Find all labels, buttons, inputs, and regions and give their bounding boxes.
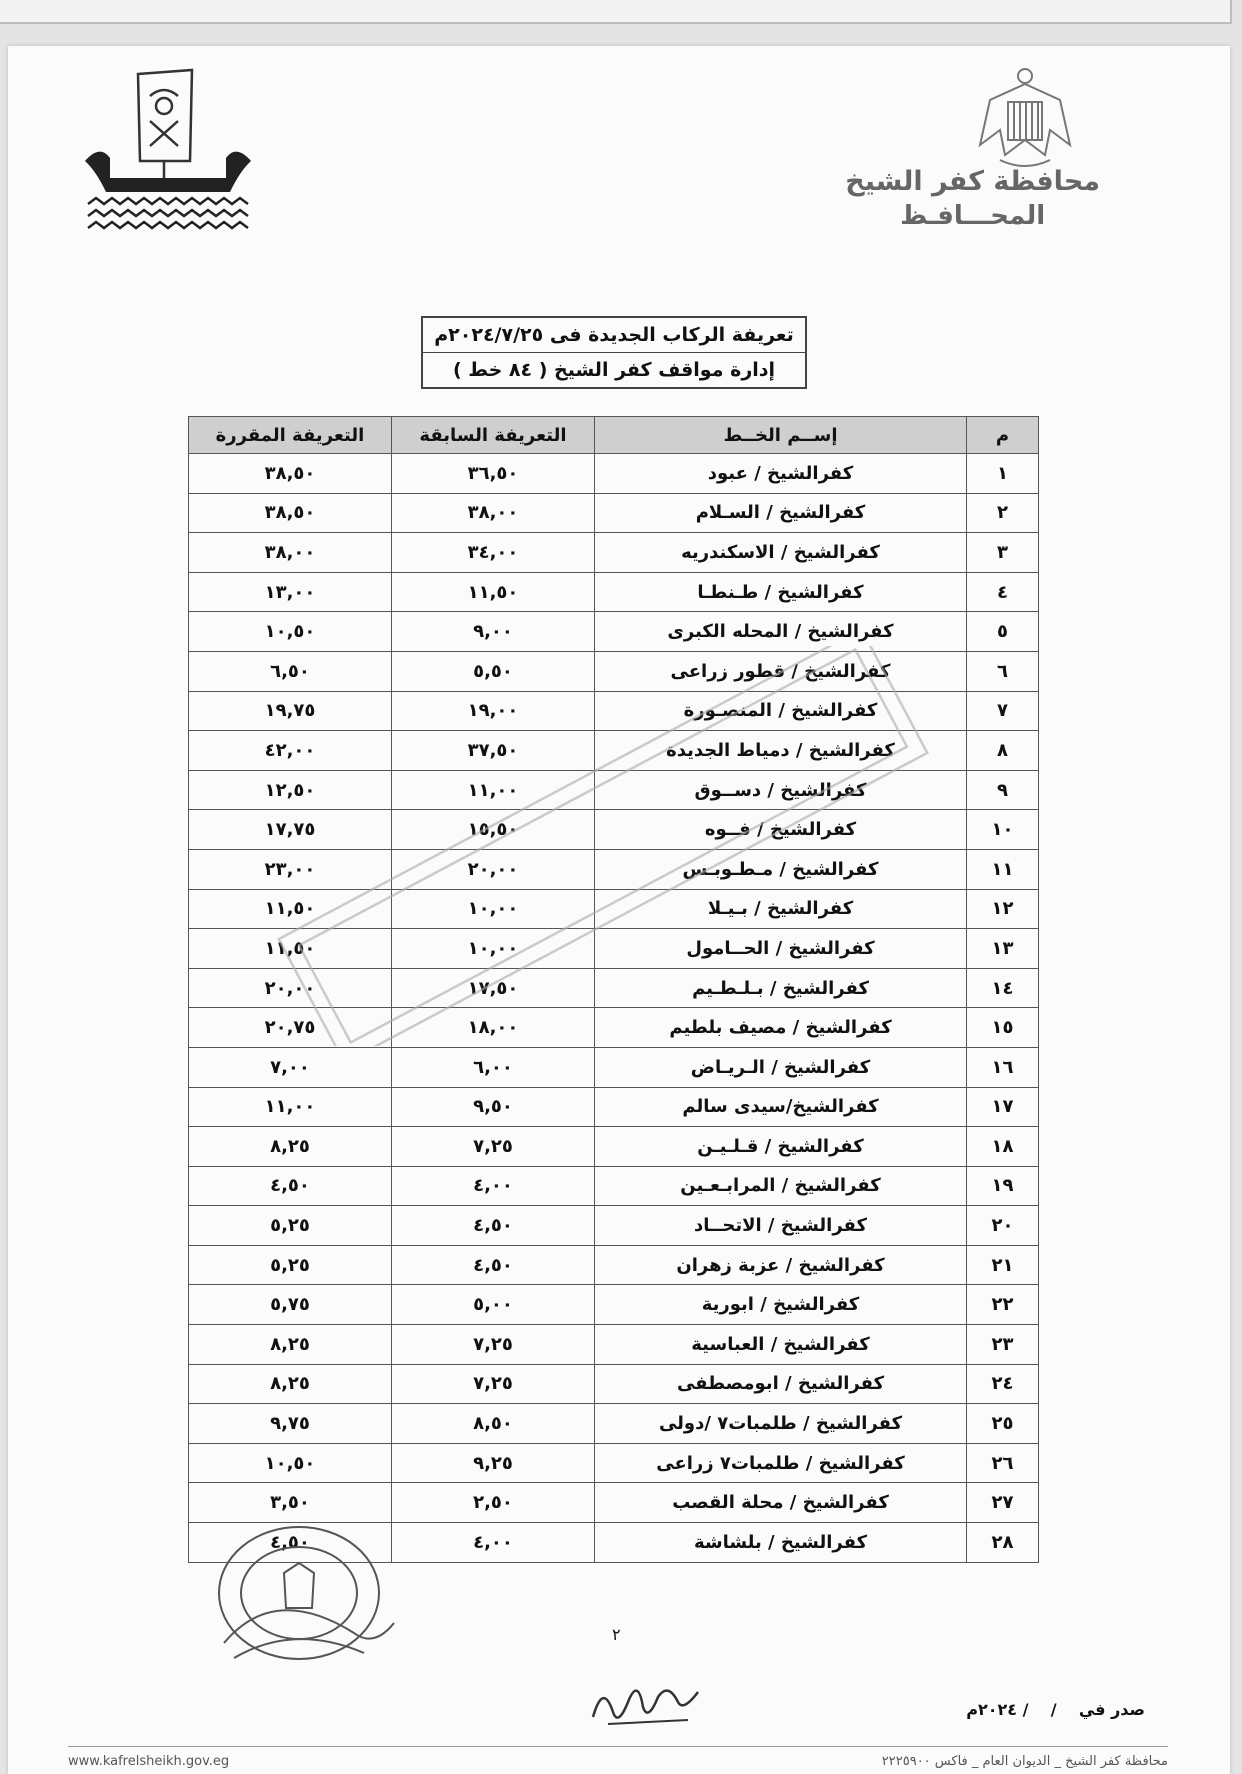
route-name: كفرالشيخ / دمياط الجديدة	[595, 731, 967, 771]
header-previous-fare: التعريفة السابقة	[392, 417, 595, 454]
new-fare: ٢٠,٧٥	[189, 1008, 392, 1048]
header-new-fare: التعريفة المقررة	[189, 417, 392, 454]
table-row	[189, 1206, 1039, 1246]
footer-website: www.kafrelsheikh.gov.eg	[68, 1754, 230, 1769]
row-number: ١٥	[967, 1008, 1039, 1048]
department-title: إدارة مواقف كفر الشيخ ( ٨٤ خط )	[452, 359, 776, 381]
route-name: كفرالشيخ / طـنطـا	[595, 572, 967, 612]
previous-fare: ٣٧,٥٠	[392, 731, 595, 771]
route-name: كفرالشيخ / بلشاشة	[595, 1523, 967, 1563]
route-name: كفرالشيخ / طلمبات٧ زراعى	[595, 1443, 967, 1483]
row-number: ١٢	[967, 889, 1039, 929]
route-name: كفرالشيخ / الاتحــاد	[595, 1206, 967, 1246]
tariff-title: تعريفة الركاب الجديدة فى ٢٠٢٤/٧/٢٥م	[423, 318, 805, 353]
new-fare: ١٧,٧٥	[189, 810, 392, 850]
footer-address: محافظة كفر الشيخ _ الديوان العام _ فاكس ٢٢٢٥٩٠٠	[881, 1754, 1168, 1769]
new-fare: ٢٠,٠٠	[189, 968, 392, 1008]
route-name: كفرالشيخ / مـطـوبـس	[595, 849, 967, 889]
new-fare: ٨,٢٥	[189, 1127, 392, 1167]
previous-fare: ٨,٥٠	[392, 1404, 595, 1444]
route-name: كفرالشيخ / بـيـلا	[595, 889, 967, 929]
table-row	[189, 1166, 1039, 1206]
row-number: ١٣	[967, 929, 1039, 969]
header-route-name: إســم الخــط	[595, 417, 967, 454]
header-number: م	[967, 417, 1039, 454]
table-row	[189, 1364, 1039, 1404]
previous-fare: ٤,٥٠	[392, 1245, 595, 1285]
document-page	[8, 46, 1230, 1774]
row-number: ١١	[967, 849, 1039, 889]
table-row	[189, 1047, 1039, 1087]
issued-date: صدر في / / ٢٠٢٤م	[966, 1700, 1145, 1719]
new-fare: ٧,٠٠	[189, 1047, 392, 1087]
previous-fare: ٩,٥٠	[392, 1087, 595, 1127]
page-number: ٢	[612, 1625, 621, 1644]
new-fare: ١١,٠٠	[189, 1087, 392, 1127]
previous-fare: ٤,٠٠	[392, 1166, 595, 1206]
row-number: ٢١	[967, 1245, 1039, 1285]
new-fare: ٩,٧٥	[189, 1404, 392, 1444]
pharaonic-boat-logo-icon	[80, 66, 256, 231]
new-fare: ١٢,٥٠	[189, 770, 392, 810]
row-number: ٢٤	[967, 1364, 1039, 1404]
row-number: ٧	[967, 691, 1039, 731]
table-row	[189, 1087, 1039, 1127]
row-number: ٢٨	[967, 1523, 1039, 1563]
row-number: ١٨	[967, 1127, 1039, 1167]
table-row	[189, 1245, 1039, 1285]
previous-fare: ٤,٠٠	[392, 1523, 595, 1563]
route-name: كفرالشيخ / عزبة زهران	[595, 1245, 967, 1285]
new-fare: ٥,٢٥	[189, 1206, 392, 1246]
previous-fare: ٧,٢٥	[392, 1325, 595, 1365]
route-name: كفرالشيخ / طلمبات٧ /دولى	[595, 1404, 967, 1444]
governor-office: المحـــافـظ	[900, 201, 1046, 231]
title-box	[421, 316, 807, 389]
new-fare: ٥,٧٥	[189, 1285, 392, 1325]
row-number: ٢	[967, 493, 1039, 533]
table-row	[189, 1325, 1039, 1365]
new-fare: ٤٢,٠٠	[189, 731, 392, 771]
eagle-emblem-icon	[970, 60, 1080, 175]
route-name: كفرالشيخ / المحله الكبرى	[595, 612, 967, 652]
table-row	[189, 1443, 1039, 1483]
route-name: كفرالشيخ / بـلـطـيم	[595, 968, 967, 1008]
previous-fare: ١١,٥٠	[392, 572, 595, 612]
route-name: كفرالشيخ / عبود	[595, 454, 967, 494]
row-number: ٢٣	[967, 1325, 1039, 1365]
previous-fare: ٩,٠٠	[392, 612, 595, 652]
row-number: ١٧	[967, 1087, 1039, 1127]
previous-fare: ٦,٠٠	[392, 1047, 595, 1087]
previous-fare: ٢٠,٠٠	[392, 849, 595, 889]
new-fare: ٤,٥٠	[189, 1166, 392, 1206]
table-row	[189, 454, 1039, 494]
previous-fare: ٥,٥٠	[392, 651, 595, 691]
route-name: كفرالشيخ / السـلام	[595, 493, 967, 533]
row-number: ١٦	[967, 1047, 1039, 1087]
previous-fare: ٩,٢٥	[392, 1443, 595, 1483]
new-fare: ٣,٥٠	[189, 1483, 392, 1523]
row-number: ١	[967, 454, 1039, 494]
route-name: كفرالشيخ / محلة القصب	[595, 1483, 967, 1523]
route-name: كفرالشيخ / قـلـيـن	[595, 1127, 967, 1167]
new-fare: ٥,٢٥	[189, 1245, 392, 1285]
route-name: كفرالشيخ / ابورية	[595, 1285, 967, 1325]
table-row	[189, 533, 1039, 573]
new-fare: ٣٨,٥٠	[189, 454, 392, 494]
previous-fare: ٣٨,٠٠	[392, 493, 595, 533]
table-row	[189, 1127, 1039, 1167]
table-row	[189, 1404, 1039, 1444]
previous-fare: ١٧,٥٠	[392, 968, 595, 1008]
previous-fare: ٧,٢٥	[392, 1127, 595, 1167]
new-fare: ١٠,٥٠	[189, 612, 392, 652]
row-number: ٣	[967, 533, 1039, 573]
new-fare: ١٩,٧٥	[189, 691, 392, 731]
previous-fare: ٧,٢٥	[392, 1364, 595, 1404]
route-name: كفرالشيخ / فــوه	[595, 810, 967, 850]
new-fare: ١١,٥٠	[189, 889, 392, 929]
previous-fare: ٣٦,٥٠	[392, 454, 595, 494]
route-name: كفرالشيخ / العباسية	[595, 1325, 967, 1365]
new-fare: ٦,٥٠	[189, 651, 392, 691]
new-fare: ١٣,٠٠	[189, 572, 392, 612]
row-number: ٢٦	[967, 1443, 1039, 1483]
table-row	[189, 1483, 1039, 1523]
row-number: ٨	[967, 731, 1039, 771]
handwritten-signature-icon	[588, 1672, 708, 1732]
row-number: ٢٧	[967, 1483, 1039, 1523]
new-fare: ٣٨,٠٠	[189, 533, 392, 573]
previous-fare: ١١,٠٠	[392, 770, 595, 810]
governorate-name: محافظة كفر الشيخ	[845, 166, 1100, 197]
table-row	[189, 1285, 1039, 1325]
previous-fare: ١٠,٠٠	[392, 929, 595, 969]
row-number: ١٤	[967, 968, 1039, 1008]
route-name: كفرالشيخ / الحــامول	[595, 929, 967, 969]
row-number: ٢٠	[967, 1206, 1039, 1246]
route-name: كفرالشيخ / المنصـورة	[595, 691, 967, 731]
footer	[68, 1746, 1168, 1769]
table-row	[189, 493, 1039, 533]
route-name: كفرالشيخ / مصيف بلطيم	[595, 1008, 967, 1048]
route-name: كفرالشيخ / دســوق	[595, 770, 967, 810]
row-number: ٥	[967, 612, 1039, 652]
previous-fare: ٢,٥٠	[392, 1483, 595, 1523]
previous-fare: ٤,٥٠	[392, 1206, 595, 1246]
route-name: كفرالشيخ / الاسكندريه	[595, 533, 967, 573]
previous-page-edge	[0, 0, 1232, 24]
route-name: كفرالشيخ / المرابـعـين	[595, 1166, 967, 1206]
official-seal-icon	[204, 1523, 409, 1663]
new-fare: ٤,٥٠	[189, 1523, 392, 1563]
row-number: ٢٢	[967, 1285, 1039, 1325]
row-number: ١٠	[967, 810, 1039, 850]
new-fare: ٢٣,٠٠	[189, 849, 392, 889]
row-number: ٢٥	[967, 1404, 1039, 1444]
row-number: ١٩	[967, 1166, 1039, 1206]
previous-fare: ١٩,٠٠	[392, 691, 595, 731]
previous-fare: ١٥,٥٠	[392, 810, 595, 850]
previous-fare: ٣٤,٠٠	[392, 533, 595, 573]
row-number: ٤	[967, 572, 1039, 612]
row-number: ٦	[967, 651, 1039, 691]
previous-fare: ٥,٠٠	[392, 1285, 595, 1325]
previous-fare: ١٠,٠٠	[392, 889, 595, 929]
table-header-row	[189, 417, 1039, 454]
route-name: كفرالشيخ / قطور زراعى	[595, 651, 967, 691]
route-name: كفرالشيخ/سيدى سالم	[595, 1087, 967, 1127]
new-fare: ١٠,٥٠	[189, 1443, 392, 1483]
new-fare: ٣٨,٥٠	[189, 493, 392, 533]
table-row	[189, 572, 1039, 612]
route-name: كفرالشيخ / الـريـاض	[595, 1047, 967, 1087]
row-number: ٩	[967, 770, 1039, 810]
new-fare: ١١,٥٠	[189, 929, 392, 969]
diagonal-stamp-icon	[153, 646, 1053, 1046]
route-name: كفرالشيخ / ابومصطفى	[595, 1364, 967, 1404]
governorate-header	[845, 166, 1100, 231]
previous-fare: ١٨,٠٠	[392, 1008, 595, 1048]
new-fare: ٨,٢٥	[189, 1325, 392, 1365]
new-fare: ٨,٢٥	[189, 1364, 392, 1404]
